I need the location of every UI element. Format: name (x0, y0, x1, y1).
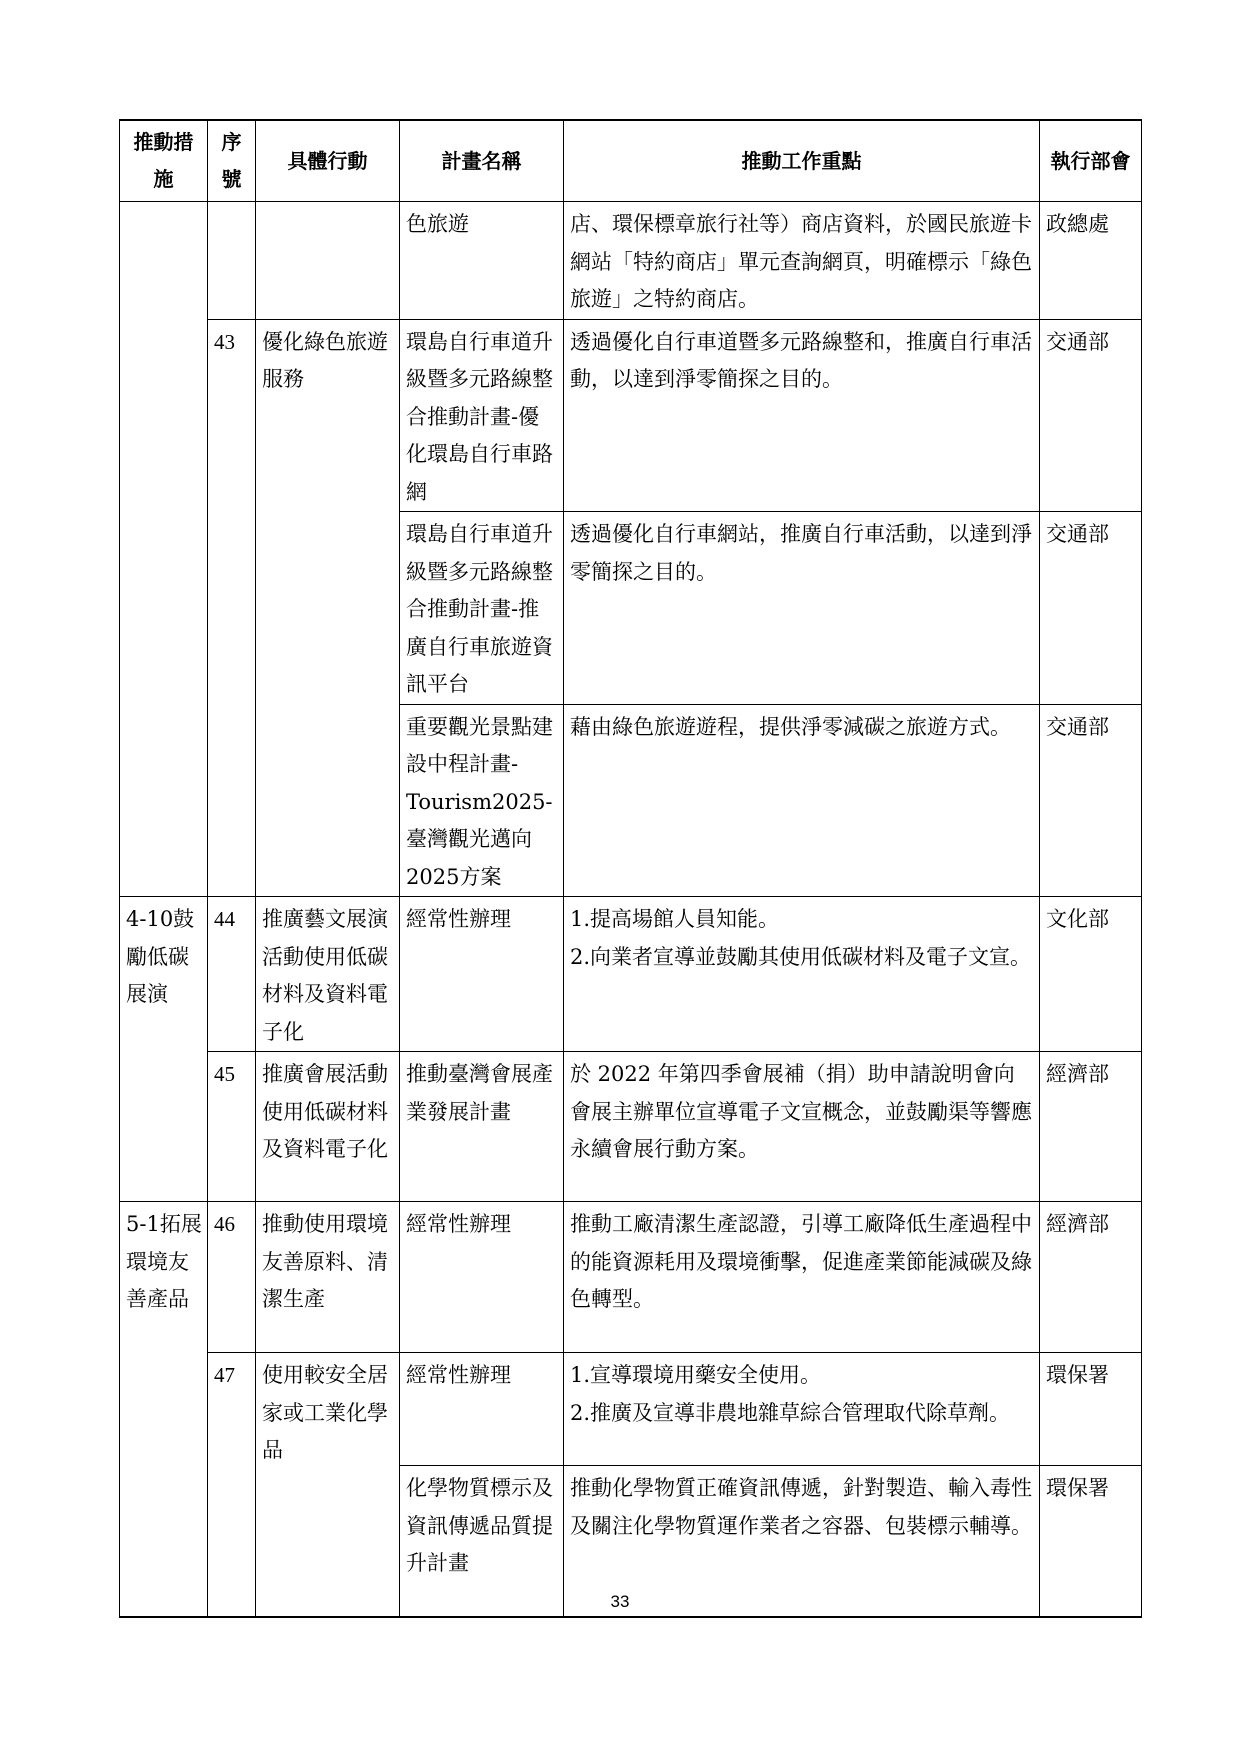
plan-cell: 環島自行車道升級暨多元路線整合推動計畫-推廣自行車旅遊資訊平台 (400, 512, 564, 705)
plan-cell: 化學物質標示及資訊傳遞品質提升計畫 (400, 1466, 564, 1617)
seq-cell: 47 (208, 1353, 256, 1617)
header-plan: 計畫名稱 (400, 120, 564, 202)
plan-cell: 經常性辦理 (400, 1353, 564, 1466)
table-row (120, 319, 1142, 512)
table-row (120, 1202, 1142, 1353)
table-row (120, 1052, 1142, 1202)
plan-cell: 色旅遊 (400, 202, 564, 320)
focus-cell (564, 1353, 1040, 1466)
table-row (120, 202, 1142, 320)
page-number: 33 (610, 1592, 630, 1611)
focus-cell: 透過優化自行車網站，推廣自行車活動，以達到淨零簡探之目的。 (564, 512, 1040, 705)
seq-cell: 46 (208, 1202, 256, 1353)
plan-cell: 經常性辦理 (400, 897, 564, 1052)
table-row (120, 1353, 1142, 1466)
dept-cell: 政總處 (1040, 202, 1142, 320)
focus-cell: 於 2022 年第四季會展補（捐）助申請說明會向會展主辦單位宣導電子文宣概念，並鼓勵渠等響應永續會展行動方案。 (564, 1052, 1040, 1202)
table-row (120, 897, 1142, 1052)
seq-cell: 43 (208, 319, 256, 897)
table-header-row (120, 120, 1142, 202)
dept-cell: 交通部 (1040, 704, 1142, 897)
action-cell: 使用較安全居家或工業化學品 (256, 1353, 400, 1617)
header-focus: 推動工作重點 (564, 120, 1040, 202)
seq-cell-empty (208, 202, 256, 320)
action-cell-empty (256, 202, 400, 320)
action-cell: 優化綠色旅遊服務 (256, 319, 400, 897)
dept-cell: 交通部 (1040, 319, 1142, 512)
dept-cell: 環保署 (1040, 1466, 1142, 1617)
plan-cell: 經常性辦理 (400, 1202, 564, 1353)
focus-item: 2.推廣及宣導非農地雜草綜合管理取代除草劑。 (570, 1400, 1011, 1425)
dept-cell: 環保署 (1040, 1353, 1142, 1466)
dept-cell: 文化部 (1040, 897, 1142, 1052)
header-seq: 序號 (208, 120, 256, 202)
header-action: 具體行動 (256, 120, 400, 202)
measure-cell: 5-1拓展環境友善產品 (120, 1202, 208, 1617)
dept-cell: 交通部 (1040, 512, 1142, 705)
plan-cell: 環島自行車道升級暨多元路線整合推動計畫-優化環島自行車路網 (400, 319, 564, 512)
header-measure: 推動措施 (120, 120, 208, 202)
focus-item: 1.提高場館人員知能。 (570, 907, 780, 931)
plan-cell: 推動臺灣會展產業發展計畫 (400, 1052, 564, 1202)
focus-cell: 店、環保標章旅行社等）商店資料，於國民旅遊卡網站「特約商店」單元查詢網頁，明確標示「綠色旅遊」之特約商店。 (564, 202, 1040, 320)
seq-cell: 45 (208, 1052, 256, 1202)
measure-cell: 4-10鼓勵低碳展演 (120, 897, 208, 1202)
focus-item: 1.宣導環境用藥安全使用。 (570, 1363, 822, 1387)
focus-cell: 推動化學物質正確資訊傳遞，針對製造、輸入毒性及關注化學物質運作業者之容器、包裝標示輔導。 (564, 1466, 1040, 1617)
action-cell: 推廣會展活動使用低碳材料及資料電子化 (256, 1052, 400, 1202)
plan-cell: 重要觀光景點建設中程計畫-Tourism2025-臺灣觀光邁向2025方案 (400, 704, 564, 897)
dept-cell: 經濟部 (1040, 1052, 1142, 1202)
focus-item: 2.向業者宣導並鼓勵其使用低碳材料及電子文宣。 (570, 944, 1032, 969)
action-cell: 推廣藝文展演活動使用低碳材料及資料電子化 (256, 897, 400, 1052)
measure-cell-continued (120, 202, 208, 897)
dept-cell: 經濟部 (1040, 1202, 1142, 1353)
focus-cell: 推動工廠清潔生產認證，引導工廠降低生產過程中的能資源耗用及環境衝擊，促進產業節能減碳及綠色轉型。 (564, 1202, 1040, 1353)
action-plan-table (119, 119, 1142, 1618)
focus-cell: 透過優化自行車道暨多元路線整和，推廣自行車活動，以達到淨零簡探之目的。 (564, 319, 1040, 512)
focus-cell: 藉由綠色旅遊遊程，提供淨零減碳之旅遊方式。 (564, 704, 1040, 897)
focus-cell (564, 897, 1040, 1052)
seq-cell: 44 (208, 897, 256, 1052)
action-cell: 推動使用環境友善原料、清潔生產 (256, 1202, 400, 1353)
header-dept: 執行部會 (1040, 120, 1142, 202)
